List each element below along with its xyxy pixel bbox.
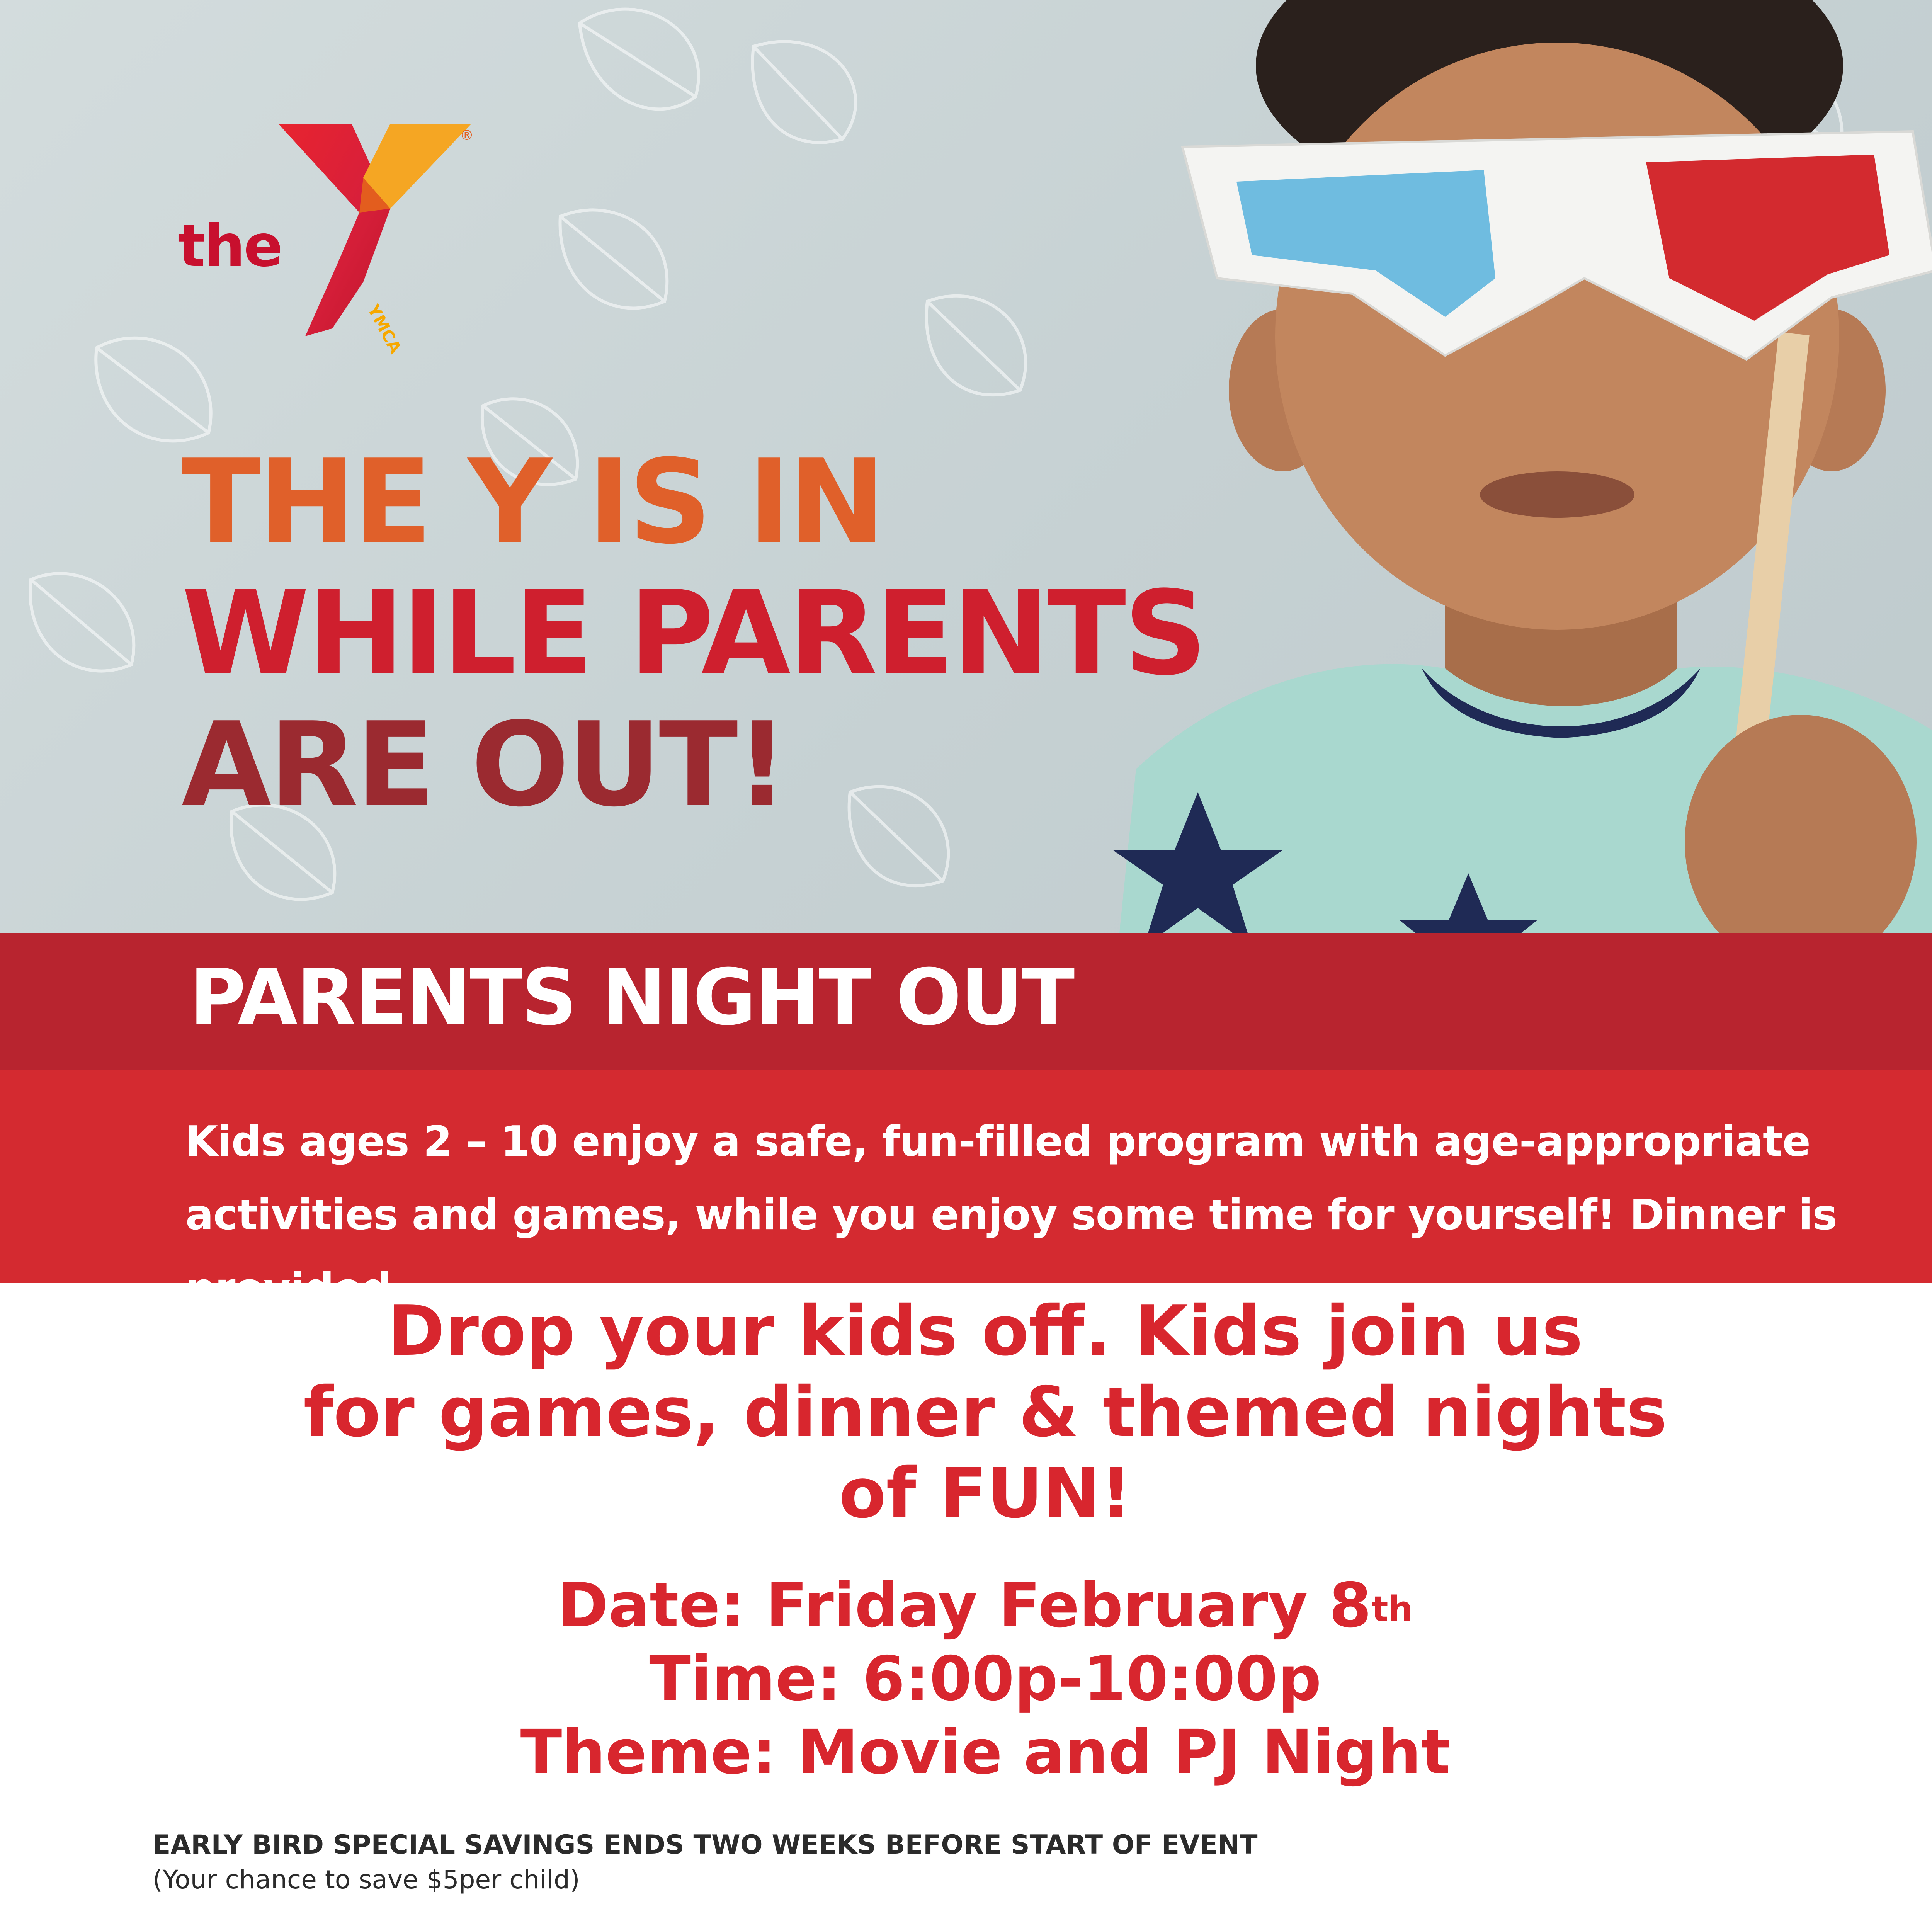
cta-line-1: Drop your kids off. Kids join us (388, 1291, 1583, 1371)
event-date-suffix: th (1371, 1589, 1413, 1629)
ymca-logo (166, 120, 483, 359)
event-details (0, 1569, 1932, 1789)
registered-mark: ® (460, 128, 474, 143)
logo-ymca-text: YMCA (364, 301, 405, 357)
cta-line-3: of FUN! (839, 1453, 1132, 1533)
logo-the-word: the (178, 213, 282, 280)
headline-line-2: WHILE PARENTS (182, 566, 1205, 701)
event-theme: Theme: Movie and PJ Night (520, 1717, 1451, 1788)
event-date-text: Date: Friday February 8 (558, 1570, 1372, 1641)
pricing-section (153, 1828, 1853, 1897)
cta-line-2: for games, dinner & themed nights (303, 1372, 1667, 1452)
call-to-action (0, 1291, 1932, 1534)
program-description: Kids ages 2 – 10 enjoy a safe, fun-filled program with age-appropriate activities and games, while you enjoy some time for yourself! Dinner is provided. (185, 1117, 1837, 1313)
headline-line-1: THE Y IS IN (182, 435, 883, 570)
child-with-3d-glasses-photo (1036, 0, 1932, 1074)
event-date (0, 1569, 1932, 1642)
event-time: Time: 6:00p-10:00p (649, 1643, 1321, 1714)
pricing-heading: EARLY BIRD SPECIAL SAVINGS ENDS TWO WEEKS BEFORE START OF EVENT (153, 1830, 1258, 1860)
headline-line-3: ARE OUT! (182, 697, 786, 832)
parents-night-out-title: PARENTS NIGHT OUT (189, 952, 1074, 1043)
pricing-subheading: (Your chance to save $5per child) (153, 1865, 580, 1895)
